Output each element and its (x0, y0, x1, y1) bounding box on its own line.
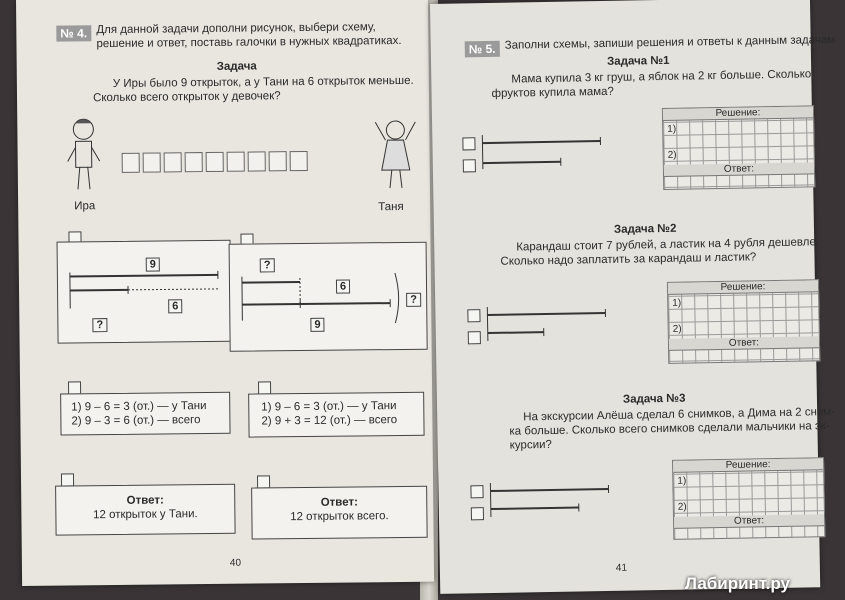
task3-line3: курсии? (509, 438, 552, 452)
solution2-line1: 1) 9 – 6 = 3 (от.) — у Тани (261, 400, 397, 414)
card-square (143, 152, 161, 172)
solution1-box (60, 392, 230, 436)
problem-heading: Задача (216, 60, 257, 73)
right-page (430, 0, 836, 594)
scheme1-segments (68, 269, 223, 311)
answer2-box (251, 486, 428, 540)
task3-line2: ка больше. Сколько всего снимков сделали мальчики на эк- (509, 420, 830, 438)
left-page (16, 0, 434, 586)
task2-row1: 1) (672, 297, 682, 309)
card-square (269, 151, 287, 171)
scheme2-box (229, 242, 428, 352)
task2-line1: Карандаш стоит 7 рублей, а ластик на 4 рубля дешевле. (516, 236, 820, 254)
task1-check-1[interactable] (462, 137, 475, 150)
task1-answer-label: Ответ: (664, 162, 814, 177)
card-square (290, 151, 308, 171)
task2-solution-label: Решение: (668, 280, 818, 295)
card-square (185, 152, 203, 172)
solution1-line1: 1) 9 – 6 = 3 (от.) — у Тани (71, 400, 207, 414)
task2-answer-label: Ответ: (669, 336, 819, 351)
task1-row1: 1) (667, 123, 677, 135)
task1-line2: фруктов купила мама? (491, 85, 615, 100)
task-number-badge: № 4. (56, 25, 91, 41)
task2-grid[interactable] (667, 279, 820, 364)
task3-solution-label: Решение: (673, 458, 823, 473)
card-square (248, 151, 266, 171)
solution2-box (248, 392, 424, 438)
scheme1-label-q: ? (92, 318, 107, 332)
page-number-right: 41 (615, 562, 628, 574)
scheme1-box (57, 240, 232, 344)
scheme2-label-q-top: ? (260, 258, 275, 272)
scheme1-label-9: 9 (146, 258, 160, 272)
task3-row1: 1) (677, 475, 687, 487)
girl-tanya-illustration (371, 114, 422, 195)
scheme2-label-6: 6 (336, 280, 350, 294)
task2-check-1[interactable] (467, 309, 480, 322)
card-square (122, 153, 140, 173)
task2-check-2[interactable] (468, 331, 481, 344)
answer1-title: Ответ: (126, 494, 164, 507)
task3-segments (488, 479, 619, 521)
task5-number-badge: № 5. (465, 41, 500, 58)
task3-answer-label: Ответ: (674, 514, 824, 529)
task3-grid[interactable] (672, 457, 825, 540)
task3-title: Задача №3 (622, 392, 686, 406)
girl-ira-illustration (61, 115, 112, 196)
answer1-text: 12 открыток у Тани. (92, 508, 198, 522)
name-tanya: Таня (378, 200, 404, 214)
task3-check-2[interactable] (471, 507, 484, 520)
task2-title: Задача №2 (613, 222, 677, 236)
page-number-left: 40 (229, 557, 242, 569)
task1-segments (480, 131, 611, 173)
scheme1-label-6: 6 (168, 299, 182, 313)
task1-check-2[interactable] (463, 159, 476, 172)
task2-row2: 2) (672, 323, 682, 335)
card-square (206, 152, 224, 172)
card-square (227, 152, 245, 172)
task2-segments (485, 303, 616, 345)
watermark: Лабиринт.ру (684, 574, 790, 593)
answer1-box (55, 484, 236, 536)
task3-line1: На экскурсии Алёша сделал 6 снимков, а Дима на 2 сним- (523, 405, 836, 424)
problem-text-1: У Иры было 9 открыток, а у Тани на 6 открыток меньше. (112, 74, 414, 90)
solution2-line2: 2) 9 + 3 = 12 (от.) — всего (261, 414, 398, 428)
answer2-text: 12 открыток всего. (290, 510, 389, 524)
task5-instruction: Заполни схемы, запиши решения и ответы к данным задачам (504, 33, 836, 52)
name-ira: Ира (74, 200, 96, 213)
task1-line1: Мама купила 3 кг груш, а яблок на 2 кг больше. Сколько (511, 68, 812, 86)
task3-row2: 2) (677, 501, 687, 513)
solution1-line2: 2) 9 – 3 = 6 (от.) — всего (71, 414, 201, 428)
task1-grid[interactable] (662, 105, 815, 190)
card-square (164, 152, 182, 172)
task1-title: Задача №1 (606, 54, 670, 68)
task2-line2: Сколько надо заплатить за карандаш и ластик? (500, 251, 757, 268)
task1-solution-label: Решение: (663, 106, 813, 121)
answer2-title: Ответ: (320, 496, 358, 509)
scheme2-label-q-side: ? (406, 293, 421, 307)
card-squares (122, 151, 311, 178)
problem-text-2: Сколько всего открыток у девочек? (92, 90, 281, 105)
task1-row2: 2) (667, 149, 677, 161)
task-instruction: Для данной задачи дополни рисунок, выбери схему, решение и ответ, поставь галочки в нужных квадратиках. (96, 21, 402, 51)
scheme2-label-9: 9 (310, 318, 324, 332)
task3-check-1[interactable] (470, 485, 483, 498)
